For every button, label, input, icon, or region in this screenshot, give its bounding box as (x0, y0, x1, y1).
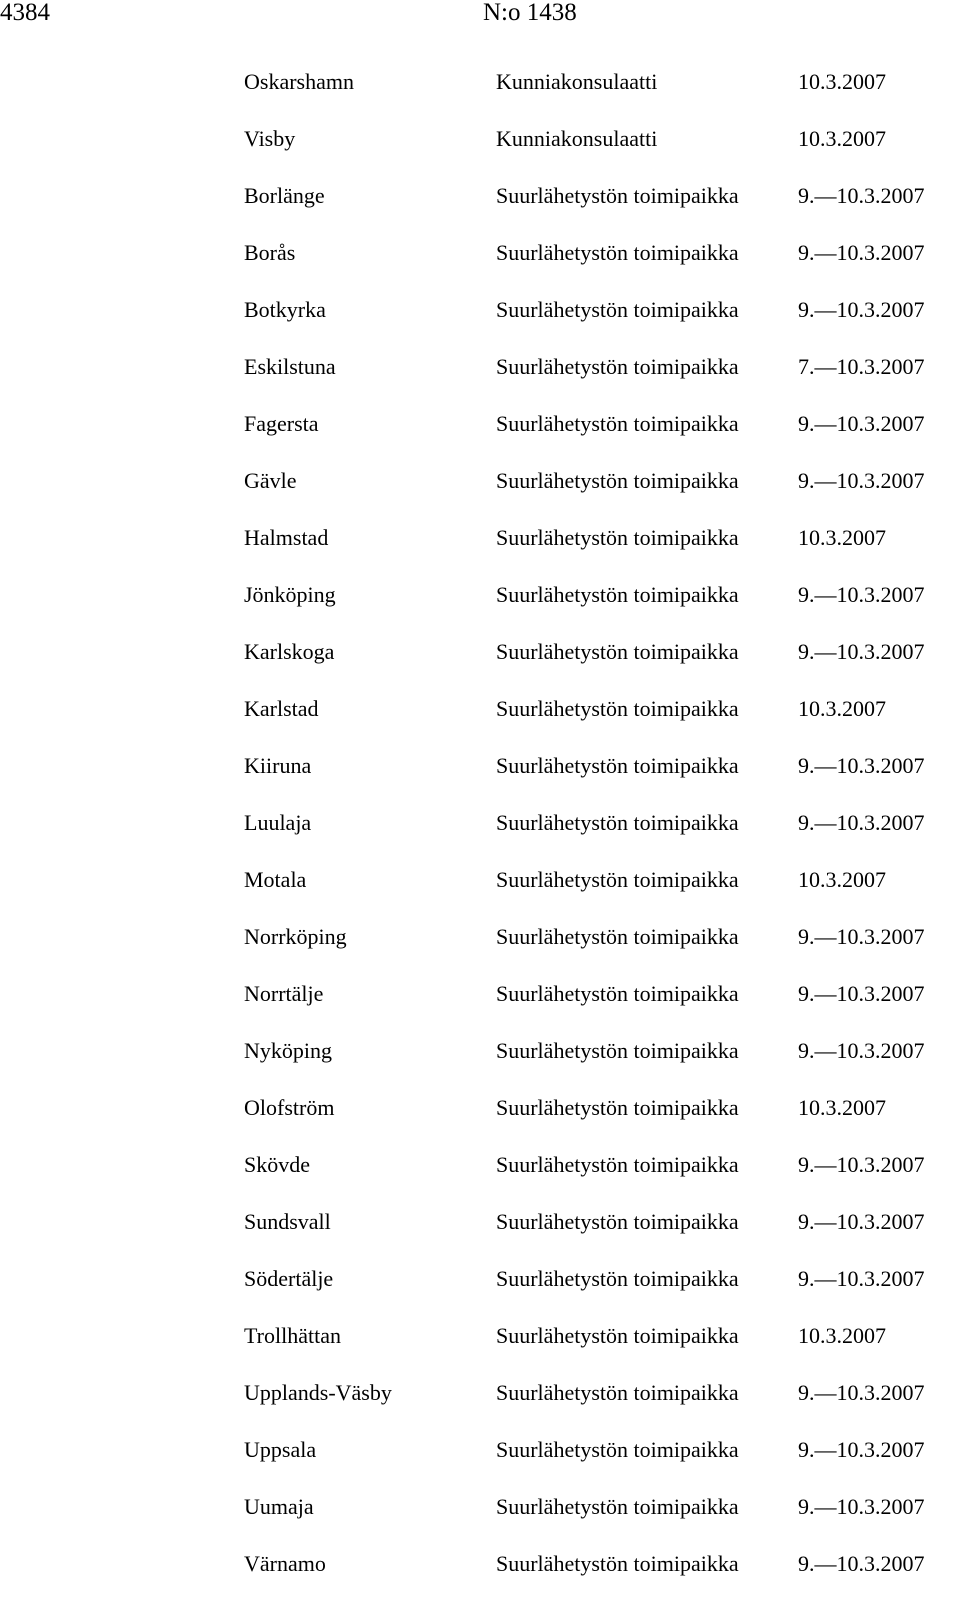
date-cell: 9.—10.3.2007 (798, 1266, 925, 1291)
table-row (0, 404, 960, 461)
office-type-cell: Suurlähetystön toimipaikka (496, 582, 739, 607)
date-cell: 9.—10.3.2007 (798, 1380, 925, 1405)
city-cell: Halmstad (244, 525, 329, 550)
office-type-cell: Suurlähetystön toimipaikka (496, 1095, 739, 1120)
table-row (0, 1031, 960, 1088)
table-row (0, 1430, 960, 1487)
office-type-cell: Suurlähetystön toimipaikka (496, 1209, 739, 1234)
office-type-cell: Suurlähetystön toimipaikka (496, 468, 739, 493)
date-cell: 9.—10.3.2007 (798, 981, 925, 1006)
date-cell: 9.—10.3.2007 (798, 240, 925, 265)
date-cell: 10.3.2007 (798, 696, 886, 721)
city-cell: Borås (244, 240, 296, 265)
office-type-cell: Suurlähetystön toimipaikka (496, 411, 739, 436)
table-row (0, 347, 960, 404)
office-type-cell: Suurlähetystön toimipaikka (496, 981, 739, 1006)
table-row (0, 62, 960, 119)
date-cell: 9.—10.3.2007 (798, 468, 925, 493)
office-type-cell: Suurlähetystön toimipaikka (496, 1380, 739, 1405)
table-row (0, 974, 960, 1031)
city-cell: Kiiruna (244, 753, 312, 778)
city-cell: Botkyrka (244, 297, 326, 322)
table-row (0, 1373, 960, 1430)
city-cell: Södertälje (244, 1266, 334, 1291)
city-cell: Värnamo (244, 1551, 326, 1576)
office-type-cell: Suurlähetystön toimipaikka (496, 867, 739, 892)
date-cell: 10.3.2007 (798, 867, 886, 892)
table-row (0, 290, 960, 347)
table-row (0, 233, 960, 290)
page-header (0, 0, 960, 40)
date-cell: 9.—10.3.2007 (798, 639, 925, 664)
office-type-cell: Suurlähetystön toimipaikka (496, 696, 739, 721)
city-cell: Visby (244, 126, 296, 151)
table-row (0, 632, 960, 689)
table-row (0, 1145, 960, 1202)
table-row (0, 518, 960, 575)
date-cell: 9.—10.3.2007 (798, 1209, 925, 1234)
city-cell: Uppsala (244, 1437, 317, 1462)
table-row (0, 803, 960, 860)
city-cell: Uumaja (244, 1494, 314, 1519)
date-cell: 10.3.2007 (798, 525, 886, 550)
page-number: 4384 (0, 0, 50, 26)
city-cell: Karlskoga (244, 639, 335, 664)
office-type-cell: Kunniakonsulaatti (496, 126, 658, 151)
city-cell: Eskilstuna (244, 354, 336, 379)
office-type-cell: Suurlähetystön toimipaikka (496, 810, 739, 835)
office-type-cell: Suurlähetystön toimipaikka (496, 1152, 739, 1177)
office-type-cell: Suurlähetystön toimipaikka (496, 1551, 739, 1576)
city-cell: Borlänge (244, 183, 325, 208)
date-cell: 9.—10.3.2007 (798, 297, 925, 322)
table-row (0, 119, 960, 176)
city-cell: Olofström (244, 1095, 335, 1120)
table-row (0, 917, 960, 974)
office-type-cell: Suurlähetystön toimipaikka (496, 354, 739, 379)
date-cell: 9.—10.3.2007 (798, 1038, 925, 1063)
city-cell: Luulaja (244, 810, 312, 835)
table-row (0, 1088, 960, 1145)
office-type-cell: Suurlähetystön toimipaikka (496, 639, 739, 664)
city-cell: Gävle (244, 468, 297, 493)
city-cell: Upplands-Väsby (244, 1380, 392, 1405)
date-cell: 9.—10.3.2007 (798, 1437, 925, 1462)
consulate-list (0, 62, 960, 1601)
date-cell: 9.—10.3.2007 (798, 1551, 925, 1576)
date-cell: 9.—10.3.2007 (798, 1494, 925, 1519)
office-type-cell: Suurlähetystön toimipaikka (496, 753, 739, 778)
city-cell: Norrköping (244, 924, 347, 949)
office-type-cell: Suurlähetystön toimipaikka (496, 924, 739, 949)
office-type-cell: Suurlähetystön toimipaikka (496, 297, 739, 322)
office-type-cell: Suurlähetystön toimipaikka (496, 1323, 739, 1348)
table-row (0, 1259, 960, 1316)
city-cell: Sundsvall (244, 1209, 331, 1234)
date-cell: 10.3.2007 (798, 1323, 886, 1348)
document-number: N:o 1438 (483, 0, 577, 26)
table-row (0, 689, 960, 746)
date-cell: 9.—10.3.2007 (798, 582, 925, 607)
city-cell: Norrtälje (244, 981, 324, 1006)
table-row (0, 461, 960, 518)
office-type-cell: Suurlähetystön toimipaikka (496, 240, 739, 265)
office-type-cell: Suurlähetystön toimipaikka (496, 1494, 739, 1519)
date-cell: 9.—10.3.2007 (798, 924, 925, 949)
office-type-cell: Suurlähetystön toimipaikka (496, 525, 739, 550)
office-type-cell: Suurlähetystön toimipaikka (496, 1266, 739, 1291)
date-cell: 10.3.2007 (798, 69, 886, 94)
city-cell: Skövde (244, 1152, 310, 1177)
date-cell: 10.3.2007 (798, 1095, 886, 1120)
city-cell: Karlstad (244, 696, 319, 721)
city-cell: Oskarshamn (244, 69, 354, 94)
table-row (0, 1544, 960, 1601)
table-row (0, 575, 960, 632)
table-row (0, 176, 960, 233)
date-cell: 9.—10.3.2007 (798, 810, 925, 835)
office-type-cell: Kunniakonsulaatti (496, 69, 658, 94)
table-row (0, 860, 960, 917)
city-cell: Jönköping (244, 582, 336, 607)
table-row (0, 1316, 960, 1373)
table-row (0, 1202, 960, 1259)
city-cell: Fagersta (244, 411, 319, 436)
city-cell: Nyköping (244, 1038, 332, 1063)
date-cell: 10.3.2007 (798, 126, 886, 151)
office-type-cell: Suurlähetystön toimipaikka (496, 1437, 739, 1462)
date-cell: 9.—10.3.2007 (798, 753, 925, 778)
table-row (0, 746, 960, 803)
city-cell: Trollhättan (244, 1323, 341, 1348)
office-type-cell: Suurlähetystön toimipaikka (496, 183, 739, 208)
city-cell: Motala (244, 867, 307, 892)
date-cell: 7.—10.3.2007 (798, 354, 925, 379)
date-cell: 9.—10.3.2007 (798, 1152, 925, 1177)
date-cell: 9.—10.3.2007 (798, 183, 925, 208)
office-type-cell: Suurlähetystön toimipaikka (496, 1038, 739, 1063)
date-cell: 9.—10.3.2007 (798, 411, 925, 436)
table-row (0, 1487, 960, 1544)
